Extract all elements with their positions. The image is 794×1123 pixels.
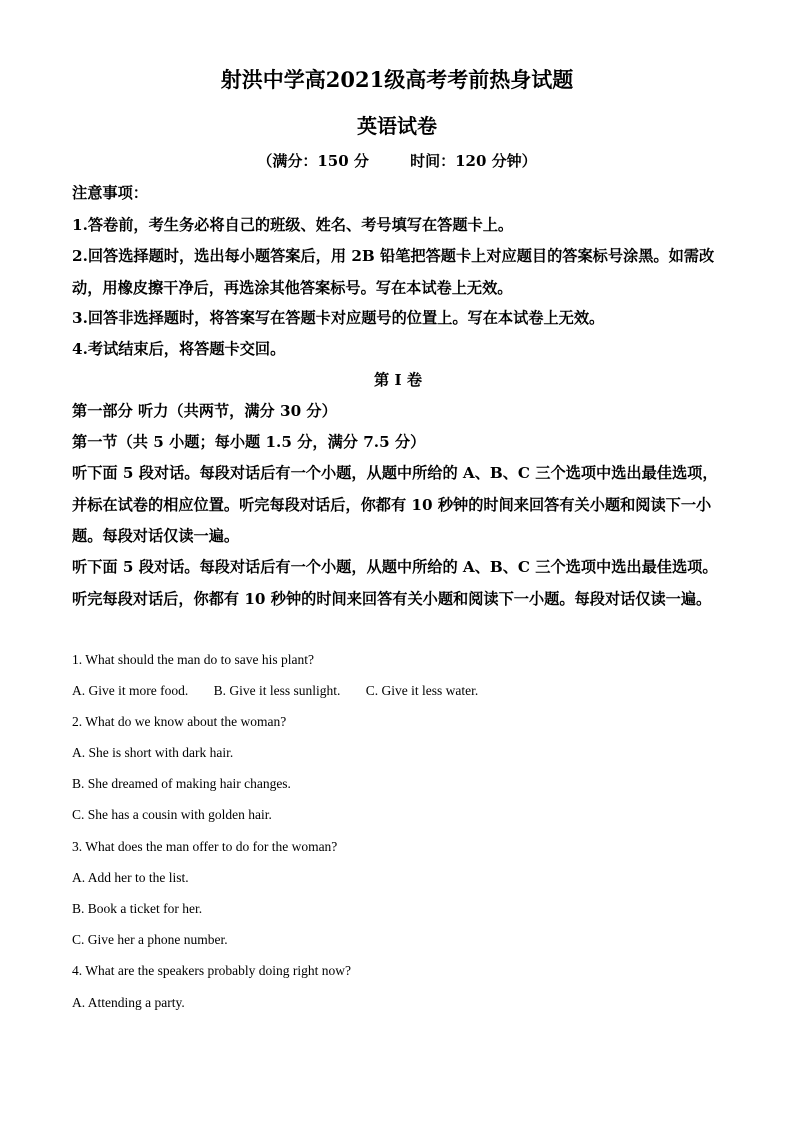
- question-2: 2. What do we know about the woman?: [72, 714, 287, 729]
- option-3c: C. Give her a phone number.: [72, 932, 228, 947]
- option-1a: A. Give it more food.: [72, 683, 189, 698]
- option-1b: B. Give it less sunlight.: [213, 683, 341, 698]
- exam-score-time: [0, 150, 794, 171]
- notice-item-1: 1.答卷前，考生务必将自己的班级、姓名、考号填写在答题卡上。: [72, 216, 514, 234]
- instruction-1: 听下面 5 段对话。每段对话后有一个小题，从题中所给的 A、B、C 三个选项中选出最佳选项，并标在试卷的相应位置。听完每段对话后，你都有 10 秒钟的时间来回答有关小题和阅读下一小题。每段对话仅读一遍。: [72, 464, 718, 545]
- question-4: 4. What are the speakers probably doing right now?: [72, 963, 352, 978]
- subsection-heading: 第一节（共 5 小题；每小题 1.5 分，满分 7.5 分）: [72, 433, 426, 451]
- score-info: （满分：150 分: [257, 152, 369, 170]
- notice-item-4: 4.考试结束后，将答题卡交回。: [72, 340, 286, 358]
- exam-subject: 英语试卷: [357, 114, 437, 138]
- option-2b: B. She dreamed of making hair changes.: [72, 776, 291, 791]
- option-3a: A. Add her to the list.: [72, 870, 189, 885]
- notice-heading: 注意事项：: [72, 184, 148, 202]
- notice-item-3: 3.回答非选择题时，将答案写在答题卡对应题号的位置上。写在本试卷上无效。: [72, 309, 605, 327]
- option-1c: C. Give it less water.: [365, 683, 479, 698]
- option-2c: C. She has a cousin with golden hair.: [72, 807, 272, 822]
- part-heading: 第一部分 听力（共两节，满分 30 分）: [72, 402, 337, 420]
- question-1-options: [72, 681, 724, 701]
- question-3: 3. What does the man offer to do for the woman?: [72, 839, 338, 854]
- time-info: 时间：120 分钟）: [410, 152, 537, 170]
- option-3b: B. Book a ticket for her.: [72, 901, 203, 916]
- notice-item-2: 2.回答选择题时，选出每小题答案后，用 2B 铅笔把答题卡上对应题目的答案标号涂黑。如需改动，用橡皮擦干净后，再选涂其他答案标号。写在本试卷上无效。: [72, 247, 715, 297]
- option-2a: A. She is short with dark hair.: [72, 745, 234, 760]
- question-1: 1. What should the man do to save his plant?: [72, 652, 314, 667]
- instruction-2: 听下面 5 段对话。每段对话后有一个小题，从题中所给的 A、B、C 三个选项中选出最佳选项。听完每段对话后，你都有 10 秒钟的时间来回答有关小题和阅读下一小题。每段对话仅读一遍。: [72, 558, 718, 608]
- exam-title: 射洪中学高2021级高考考前热身试题: [220, 67, 574, 92]
- volume-heading: 第 I 卷: [373, 371, 423, 389]
- option-4a: A. Attending a party.: [72, 995, 185, 1010]
